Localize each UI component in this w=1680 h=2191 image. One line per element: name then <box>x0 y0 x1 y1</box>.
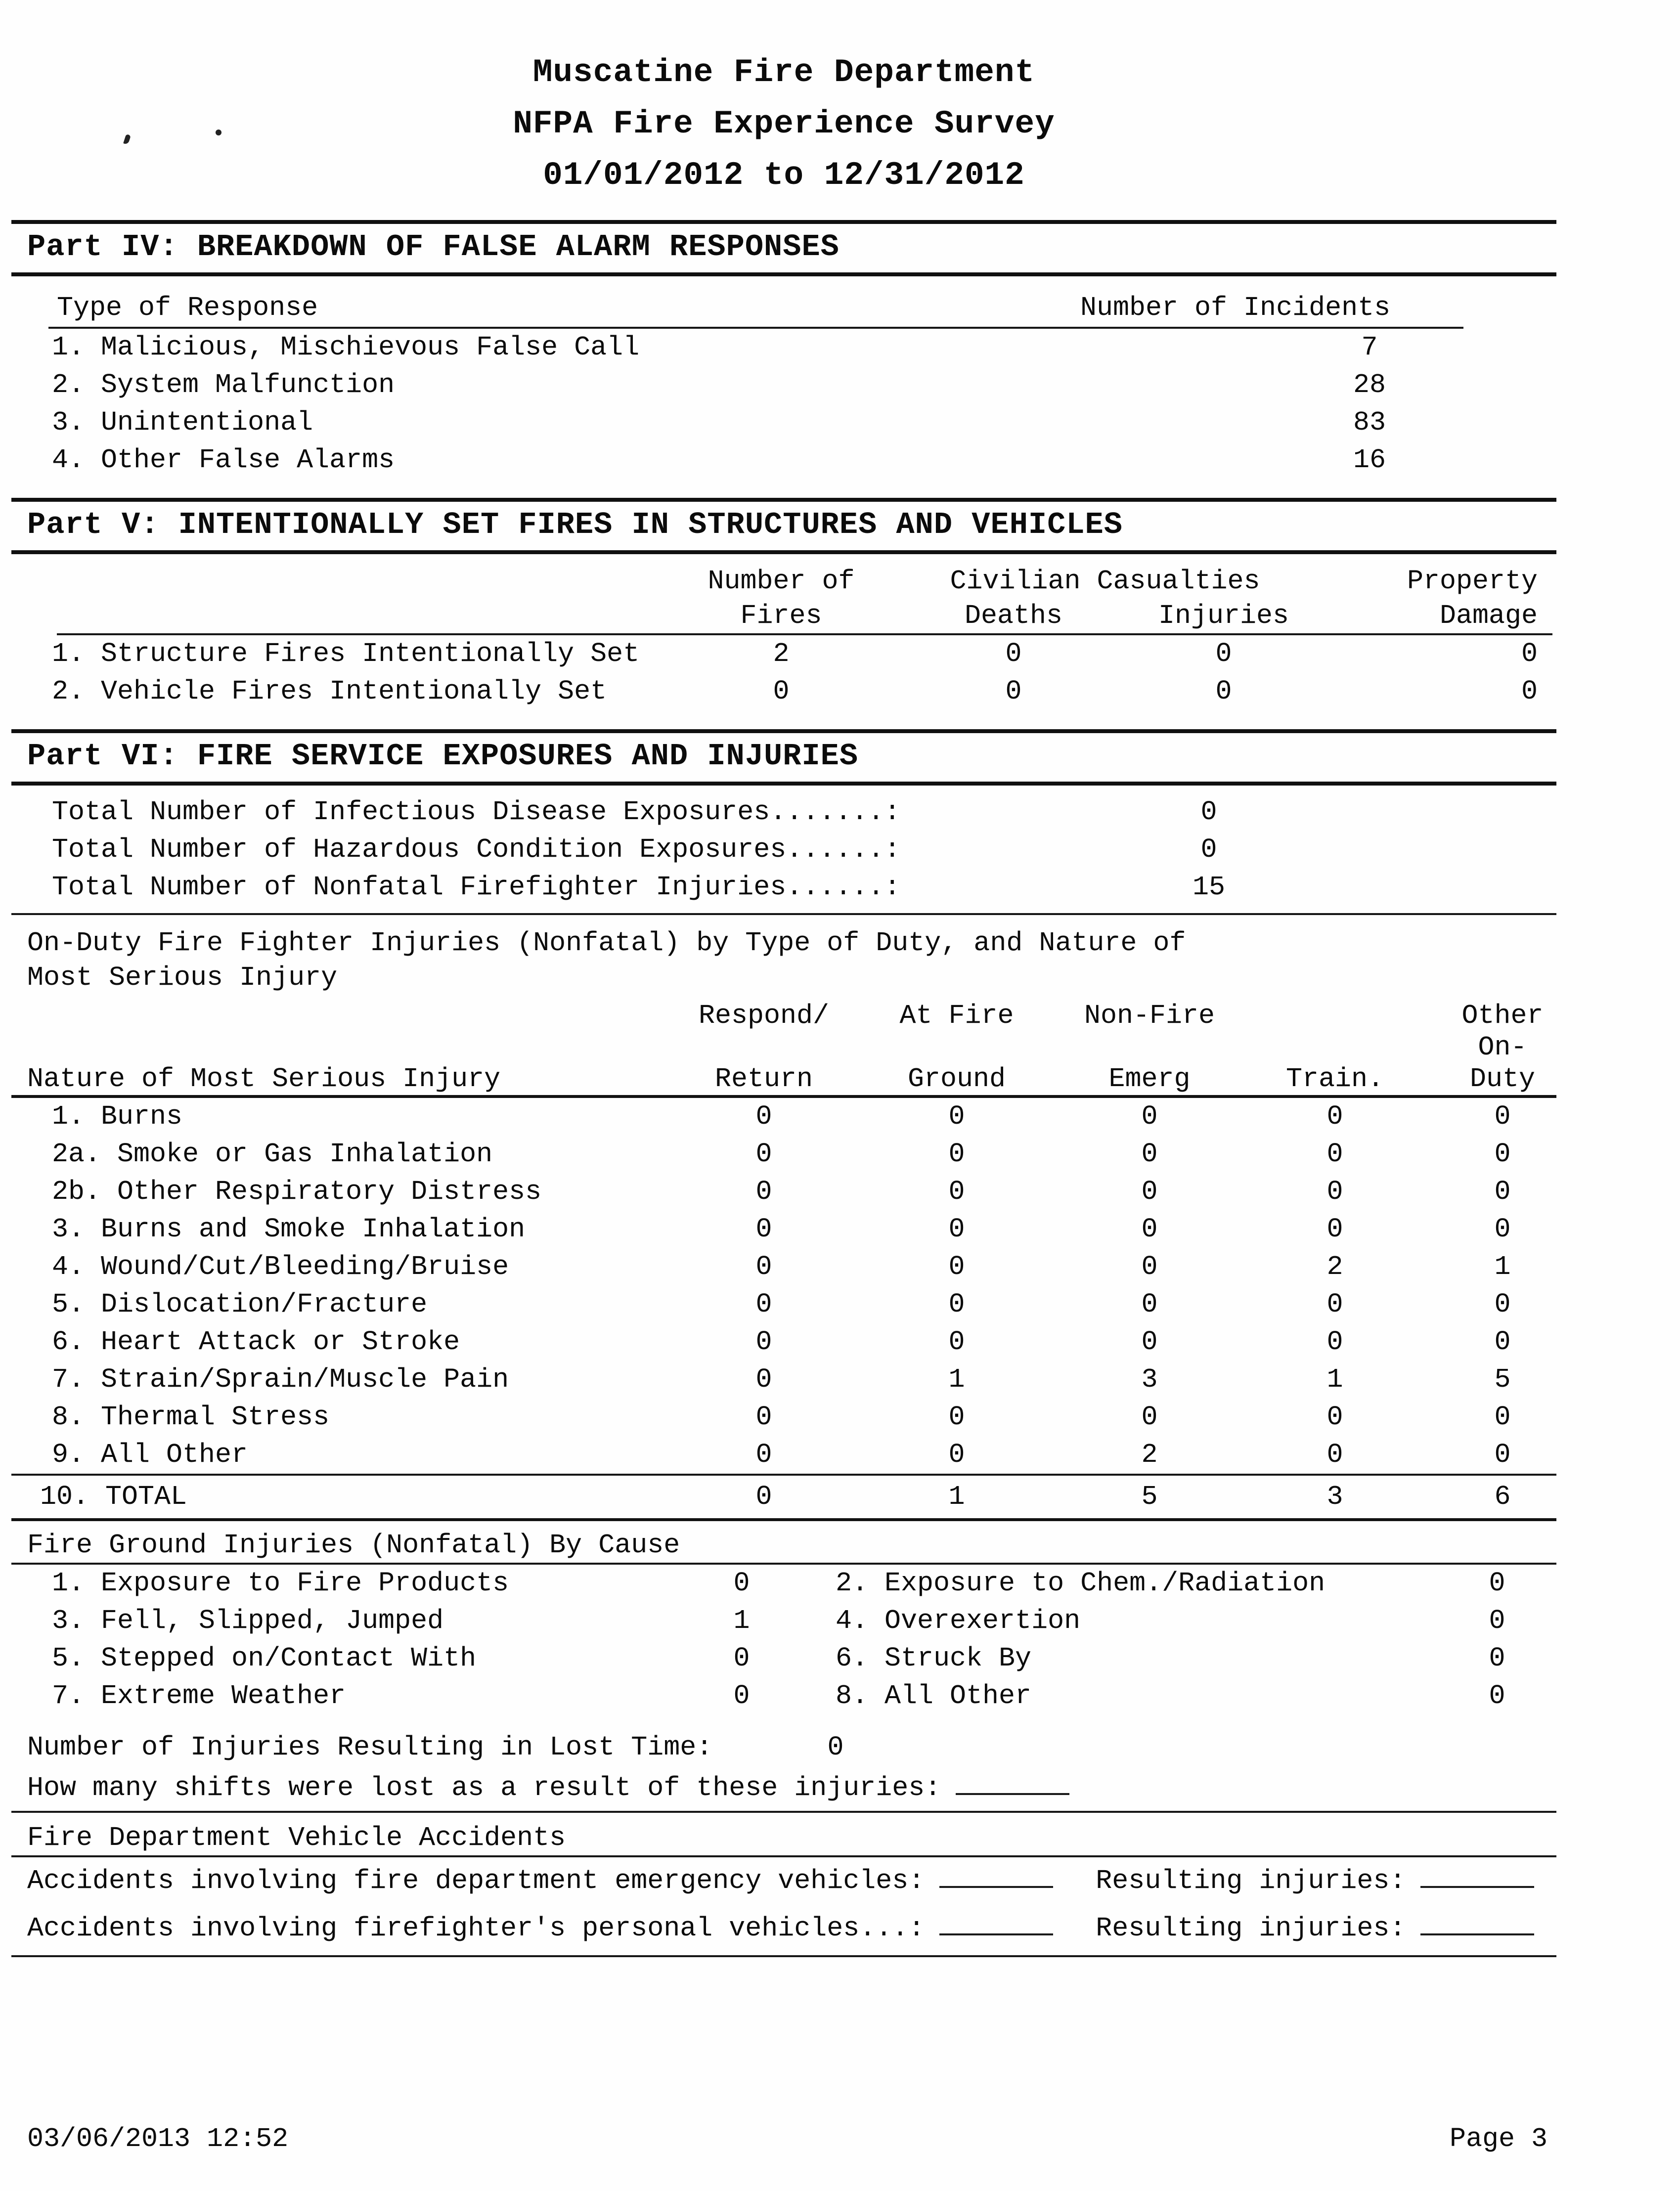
divider <box>11 1518 1556 1521</box>
vehicle-accident-row <box>11 1857 1556 1905</box>
part4-title: Part IV: BREAKDOWN OF FALSE ALARM RESPONSES <box>11 220 1556 276</box>
false-alarm-count: 83 <box>1353 407 1386 438</box>
part5-title: Part V: INTENTIONALLY SET FIRES IN STRUCTURES AND VEHICLES <box>11 498 1556 554</box>
property-damage-header: Property <box>1407 566 1538 597</box>
exposure-total-row <box>11 831 1556 869</box>
vehicle-accident-label: Accidents involving fire department emergency vehicles: <box>27 1865 925 1896</box>
fires-value: 0 <box>773 676 790 707</box>
table-row <box>11 673 1556 710</box>
table-row: 5. Stepped on/Contact With 0 6. Struck By 0 <box>52 1643 1505 1674</box>
injuries-value: 0 <box>1215 638 1232 669</box>
injuries-subheader: Injuries <box>1158 600 1289 631</box>
table-row: 6. Heart Attack or Stroke 0 0 0 0 0 <box>52 1326 1511 1358</box>
table-row: 8. Thermal Stress 0 0 0 0 0 <box>52 1402 1511 1433</box>
total-label: 10. TOTAL <box>40 1481 187 1512</box>
exposure-total-value: 0 <box>1200 834 1217 865</box>
exposure-total-value: 15 <box>1192 872 1225 903</box>
document-header <box>11 47 1556 201</box>
accident-count-blank-field <box>939 1859 1053 1888</box>
table-row: 2b. Other Respiratory Distress 0 0 0 0 0 <box>52 1176 1511 1207</box>
false-alarm-count: 7 <box>1361 332 1378 363</box>
page-footer <box>27 2122 1547 2156</box>
table-row: 2a. Smoke or Gas Inhalation 0 0 0 0 0 <box>52 1139 1511 1170</box>
table-row <box>11 366 1556 404</box>
table-row: 9. All Other 0 0 2 0 0 <box>52 1439 1511 1470</box>
page-number: Page 3 <box>1449 2123 1547 2154</box>
survey-period: 01/01/2012 to 12/31/2012 <box>543 157 1025 194</box>
false-alarm-label: 1. Malicious, Mischievous False Call <box>52 332 640 363</box>
divider <box>11 1811 1556 1813</box>
injuries-value: 0 <box>1215 676 1232 707</box>
shifts-lost-row <box>11 1766 1556 1807</box>
table-row <box>11 441 1556 479</box>
deaths-subheader: Deaths <box>964 600 1063 631</box>
deaths-value: 0 <box>1005 676 1022 707</box>
divider <box>11 1955 1556 1957</box>
scan-artifact <box>216 130 221 135</box>
false-alarm-label: 2. System Malfunction <box>52 369 395 400</box>
non-fire-emerg-header: Non-Fire <box>1084 1000 1215 1031</box>
survey-title: NFPA Fire Experience Survey <box>513 105 1055 142</box>
table-row: 7. Strain/Sprain/Muscle Pain 0 1 3 1 5 <box>52 1364 1511 1395</box>
part5-header-line1 <box>11 564 1556 599</box>
total-row: 10. TOTAL 0 1 5 3 6 <box>11 1476 1556 1518</box>
number-of-incidents-header: Number of Incidents <box>1080 292 1391 323</box>
table-row <box>11 404 1556 441</box>
part4-section <box>11 220 1556 479</box>
damage-value: 0 <box>1521 638 1538 669</box>
deaths-value: 0 <box>1005 638 1022 669</box>
false-alarm-count: 16 <box>1353 444 1386 476</box>
exposure-total-row <box>11 793 1556 831</box>
table-row: 5. Dislocation/Fracture 0 0 0 0 0 <box>52 1289 1511 1320</box>
exposure-total-label: Total Number of Hazardous Condition Exposures......: <box>52 834 901 865</box>
respond-return-header: Respond/ <box>698 1000 830 1031</box>
shifts-lost-blank-field <box>956 1766 1069 1795</box>
table-row <box>11 635 1556 673</box>
fire-ground-header: At Fire <box>899 1000 1014 1031</box>
part6-title: Part VI: FIRE SERVICE EXPOSURES AND INJURIES <box>11 729 1556 786</box>
print-timestamp: 03/06/2013 12:52 <box>27 2123 289 2154</box>
table-row: 1. Burns 0 0 0 0 0 <box>52 1101 1511 1132</box>
number-of-fires-header: Number of <box>707 566 855 597</box>
org-name: Muscatine Fire Department <box>532 54 1035 91</box>
part5-section <box>11 498 1556 710</box>
false-alarm-label: 3. Unintentional <box>52 407 313 438</box>
table-row <box>11 329 1556 366</box>
intentional-fire-label: 1. Structure Fires Intentionally Set <box>52 638 640 669</box>
vehicle-accidents-title: Fire Department Vehicle Accidents <box>27 1822 566 1853</box>
nature-of-injury-header: Nature of Most Serious Injury <box>27 1063 501 1095</box>
damage-subheader: Damage <box>1439 600 1538 631</box>
part5-header-line2 <box>11 599 1556 633</box>
table-row: 3. Burns and Smoke Inhalation 0 0 0 0 0 <box>52 1214 1511 1245</box>
other-on-duty-header: Other <box>1461 1000 1544 1031</box>
vehicle-accident-row <box>11 1905 1556 1952</box>
duty-table-caption: On-Duty Fire Fighter Injuries (Nonfatal) by Type of Duty, and Nature of Most Serious Injury <box>27 927 1186 993</box>
exposure-total-value: 0 <box>1200 796 1217 828</box>
table-row: 3. Fell, Slipped, Jumped 1 4. Overexertion 0 <box>52 1605 1505 1636</box>
accident-count-blank-field <box>939 1907 1053 1935</box>
part6-section <box>11 729 1556 1957</box>
table-row: 4. Wound/Cut/Bleeding/Bruise 0 0 0 2 1 <box>52 1251 1511 1282</box>
fires-subheader: Fires <box>740 600 822 631</box>
false-alarm-count: 28 <box>1353 369 1386 400</box>
intentional-fire-label: 2. Vehicle Fires Intentionally Set <box>52 676 607 707</box>
duty-table-header: Respond/ At Fire Non-Fire Other Nature of Most Serious Injury Return Ground Emerg Train. On-Duty <box>11 1000 1556 1095</box>
resulting-injuries-label: Resulting injuries: <box>1096 1865 1406 1896</box>
lost-time-label: Number of Injuries Resulting in Lost Time: <box>27 1732 713 1763</box>
exposure-total-label: Total Number of Nonfatal Firefighter Injuries......: <box>52 872 901 903</box>
divider <box>11 913 1556 915</box>
vehicle-accident-label: Accidents involving firefighter's personal vehicles...: <box>27 1913 925 1944</box>
cause-section-title: Fire Ground Injuries (Nonfatal) By Cause <box>27 1530 680 1561</box>
resulting-injuries-label: Resulting injuries: <box>1096 1913 1406 1944</box>
shifts-lost-label: How many shifts were lost as a result of these injuries: <box>27 1772 941 1803</box>
exposure-total-row <box>11 869 1556 906</box>
damage-value: 0 <box>1521 676 1538 707</box>
table-row: 7. Extreme Weather 0 8. All Other 0 <box>52 1680 1505 1711</box>
fires-value: 2 <box>773 638 790 669</box>
resulting-injuries-blank-field <box>1420 1859 1534 1888</box>
type-of-response-header: Type of Response <box>57 292 318 323</box>
train-header: Train. <box>1285 1063 1384 1095</box>
part4-table-header <box>48 289 1463 329</box>
false-alarm-label: 4. Other False Alarms <box>52 444 395 476</box>
exposure-total-label: Total Number of Infectious Disease Exposures.......: <box>52 796 901 828</box>
resulting-injuries-blank-field <box>1420 1907 1534 1935</box>
civilian-casualties-header: Civilian Casualties <box>950 566 1260 597</box>
table-row: 1. Exposure to Fire Products 0 2. Exposure to Chem./Radiation 0 <box>52 1568 1505 1599</box>
lost-time-row <box>11 1729 1556 1766</box>
lost-time-value: 0 <box>827 1732 844 1763</box>
